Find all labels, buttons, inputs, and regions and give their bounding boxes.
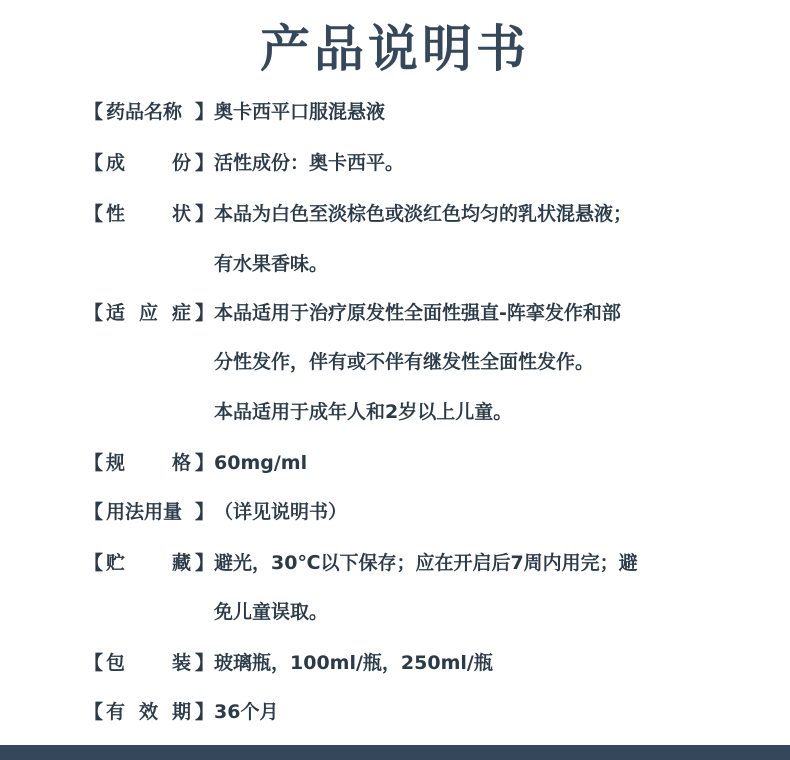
label-char: 份 (172, 152, 192, 174)
field-value: 60mg/ml (214, 452, 308, 474)
field-dosage (84, 497, 347, 527)
field-label: 【 有 效 期 】 (84, 697, 214, 727)
field-value: 本品为白色至淡棕色或淡红色均匀的乳状混悬液； (214, 203, 633, 225)
bottom-bar (0, 745, 790, 760)
field-value-continuation: 本品适用于成年人和2岁以上儿童。 (214, 401, 513, 423)
field-value: 避光，30℃以下保存；应在开启后7周内用完；避 (214, 552, 638, 574)
field-ingredients (84, 148, 404, 178)
field-label: 【 贮 藏 】 (84, 548, 214, 578)
label-char: 包 (106, 652, 126, 674)
field-value: 本品适用于治疗原发性全面性强直-阵挛发作和部 (214, 302, 621, 324)
field-value-continuation: 免儿童误取。 (214, 601, 329, 623)
field-value: 36个月 (214, 701, 279, 723)
field-label: 【 性 状 】 (84, 199, 214, 229)
field-label: 【 用法用量 】 (84, 497, 214, 527)
field-value: （详见说明书） (214, 501, 348, 523)
field-value: 活性成份：奥卡西平。 (214, 152, 405, 174)
field-expiry (84, 697, 278, 727)
field-value-continuation: 分性发作，伴有或不伴有继发性全面性发作。 (214, 351, 595, 373)
label-char: 装 (172, 652, 192, 674)
field-label: 【 药品名称 】 (84, 97, 214, 127)
field-specification (84, 448, 307, 478)
field-label: 【 成 份 】 (84, 148, 214, 178)
field-label: 【 适 应 症 】 (84, 298, 214, 328)
field-value-continuation: 有水果香味。 (214, 253, 329, 275)
label-char: 有 (106, 701, 126, 723)
field-label: 【 规 格 】 (84, 448, 214, 478)
label-char: 藏 (172, 552, 192, 574)
label-char: 效 (139, 701, 159, 723)
field-value: 玻璃瓶，100ml/瓶，250ml/瓶 (214, 652, 493, 674)
label-char: 贮 (106, 552, 126, 574)
label-char: 性 (106, 203, 126, 225)
label-char: 成 (106, 152, 126, 174)
field-label: 【 包 装 】 (84, 648, 214, 678)
field-appearance (84, 199, 632, 229)
field-drug-name (84, 97, 385, 127)
label-char: 症 (172, 302, 192, 324)
label-text: 药品名称 (106, 101, 183, 123)
field-indications (84, 298, 621, 328)
label-char: 规 (106, 452, 126, 474)
label-char: 期 (172, 701, 192, 723)
label-char: 应 (139, 302, 159, 324)
label-text: 用法用量 (106, 501, 183, 523)
label-char: 状 (172, 203, 192, 225)
field-value: 奥卡西平口服混悬液 (214, 101, 386, 123)
field-packaging (84, 648, 493, 678)
label-char: 适 (106, 302, 126, 324)
label-char: 格 (172, 452, 192, 474)
page-title: 产品说明书 (260, 20, 530, 78)
field-storage (84, 548, 638, 578)
